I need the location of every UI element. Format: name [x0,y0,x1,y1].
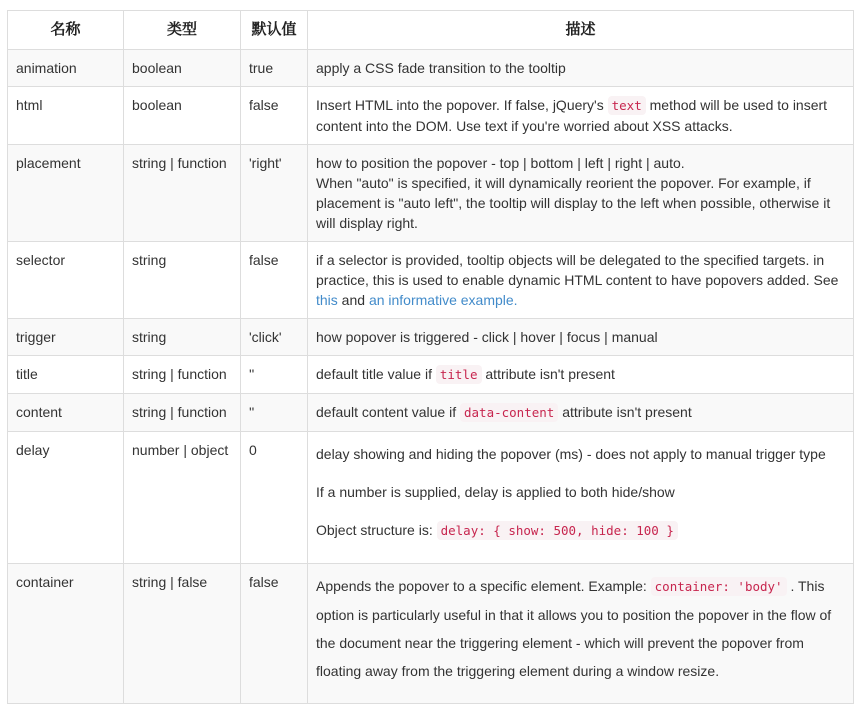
cell-name: trigger [8,319,124,356]
cell-description: default title value if title attribute isn't present [308,356,854,394]
code-snippet: text [608,96,646,115]
cell-description: default content value if data-content attribute isn't present [308,394,854,432]
cell-description: if a selector is provided, tooltip objects will be delegated to the specified targets. in practice, this is used to enable dynamic HTML content to have popovers added. See this and an informative example. [308,242,854,319]
cell-type: string [124,242,241,319]
description-paragraph: Object structure is: delay: { show: 500, hide: 100 } [316,516,845,545]
table-row-delay [8,432,854,564]
cell-type: string | function [124,145,241,242]
cell-type: number | object [124,432,241,564]
header-name: 名称 [8,11,124,50]
table-row-selector [8,242,854,319]
cell-type: string | function [124,394,241,432]
page [7,10,853,704]
code-snippet: container: 'body' [651,577,787,596]
cell-name: placement [8,145,124,242]
cell-name: content [8,394,124,432]
cell-default: true [241,50,308,87]
cell-description: how to position the popover - top | bottom | left | right | auto. When "auto" is specified, it will dynamically reorient the popover. For example, if placement is "auto left", the tooltip will display to the left when possible, otherwise it will display right. [308,145,854,242]
cell-default: false [241,242,308,319]
cell-name: delay [8,432,124,564]
popover-options-table [7,10,854,704]
cell-default: 'click' [241,319,308,356]
header-description: 描述 [308,11,854,50]
cell-type: boolean [124,50,241,87]
table-row-html [8,87,854,145]
description-paragraph: delay showing and hiding the popover (ms) - does not apply to manual trigger type [316,446,826,462]
header-type: 类型 [124,11,241,50]
cell-name: selector [8,242,124,319]
table-row-animation [8,50,854,87]
cell-default: false [241,87,308,145]
code-snippet: delay: { show: 500, hide: 100 } [437,521,678,540]
cell-name: html [8,87,124,145]
doc-link[interactable]: an informative example. [368,292,518,308]
code-snippet: title [436,365,482,384]
description-paragraph: Appends the popover to a specific element. Example: container: 'body' . This option is particularly useful in that it allows you to position the popover in the flow of the document near the triggering element - which will prevent the popover from floating away from the triggering element during a window resize. [316,578,832,679]
description-paragraph: If a number is supplied, delay is applied to both hide/show [316,484,675,500]
header-row [8,11,854,50]
cell-description: how popover is triggered - click | hover | focus | manual [308,319,854,356]
cell-name: animation [8,50,124,87]
cell-description: Insert HTML into the popover. If false, jQuery's text method will be used to insert content into the DOM. Use text if you're worried about XSS attacks. [308,87,854,145]
code-snippet: data-content [460,403,558,422]
header-default: 默认值 [241,11,308,50]
cell-type: string | false [124,564,241,704]
cell-default: '' [241,394,308,432]
cell-type: string [124,319,241,356]
cell-default: false [241,564,308,704]
table-row-title [8,356,854,394]
cell-description [308,432,854,564]
cell-default: 'right' [241,145,308,242]
cell-name: container [8,564,124,704]
cell-type: boolean [124,87,241,145]
table-row-trigger [8,319,854,356]
table-row-content [8,394,854,432]
table-row-placement [8,145,854,242]
cell-description: apply a CSS fade transition to the tooltip [308,50,854,87]
cell-default: 0 [241,432,308,564]
cell-type: string | function [124,356,241,394]
cell-default: '' [241,356,308,394]
cell-name: title [8,356,124,394]
cell-description [308,564,854,704]
table-body [8,50,854,704]
doc-link[interactable]: this [316,292,338,308]
table-header [8,11,854,50]
table-row-container [8,564,854,704]
